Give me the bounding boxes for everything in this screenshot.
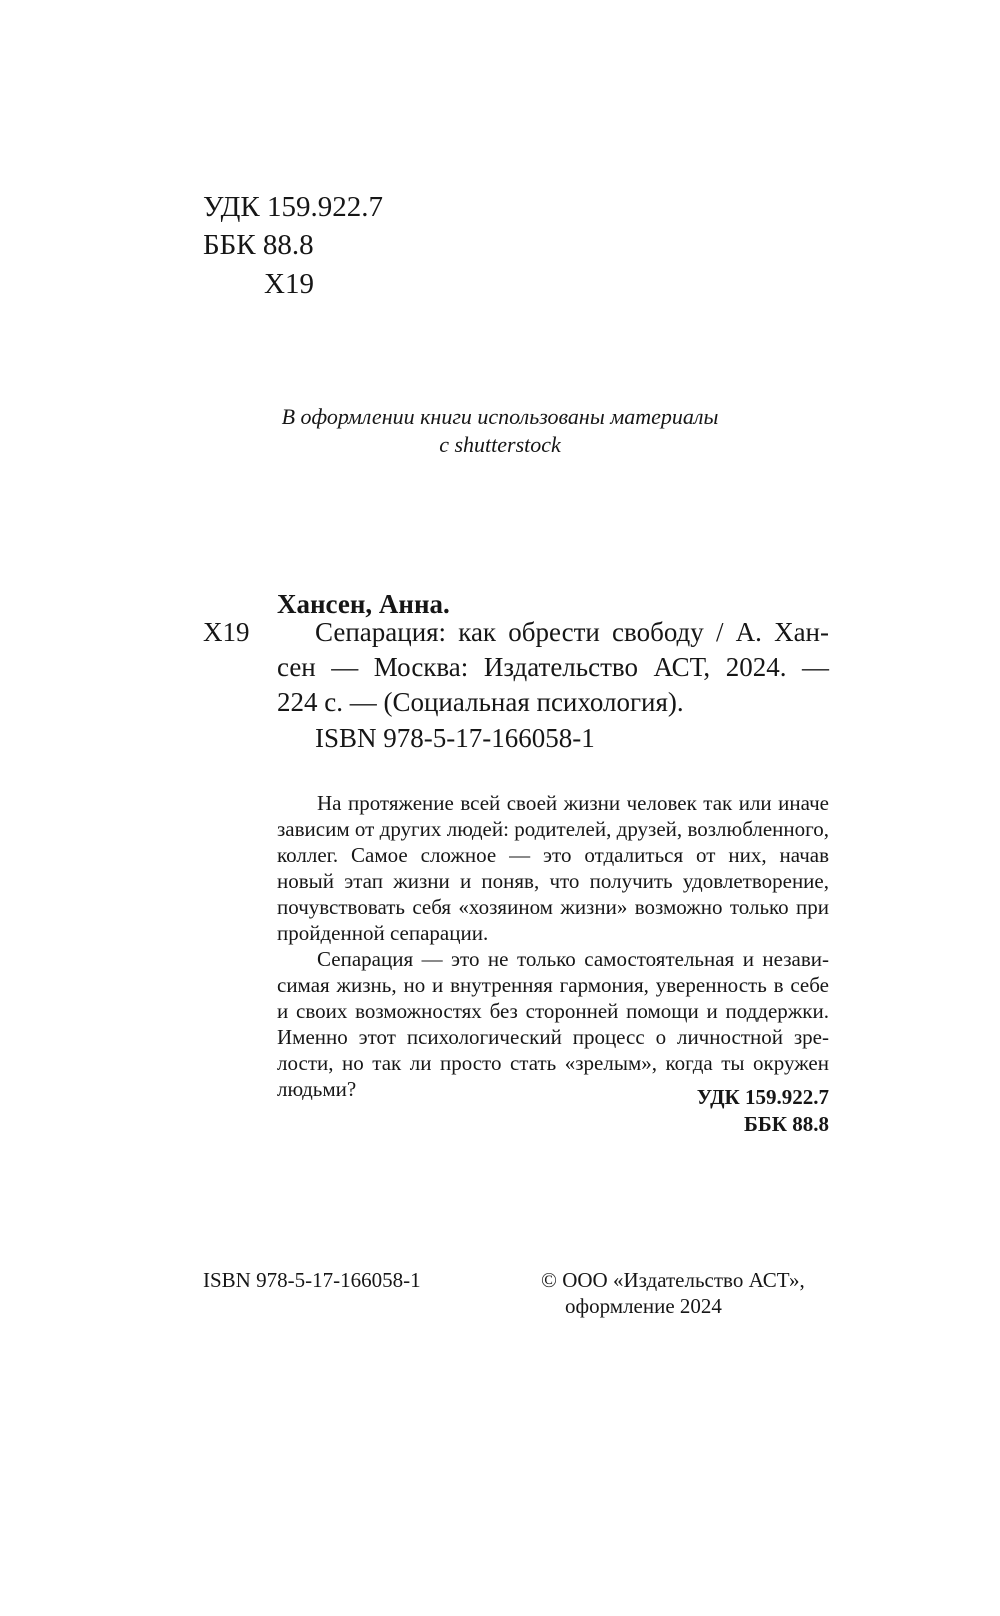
abstract-bbk: ББК 88.8 xyxy=(744,1112,829,1136)
abstract xyxy=(277,790,829,1102)
abstract-paragraph-2: Сепарация — это не только самостоятельная и независимая жизнь, но и внутренняя гармония, уверенность в себе и своих возможностях без сторонней помощи и поддержки. Именно этот психологический процесс о личностной зрелости, но так ли просто стать «зрелым», когда ты окружен людьми? xyxy=(277,947,829,1101)
record-author-mark: Х19 xyxy=(203,617,250,647)
footer-isbn: ISBN 978-5-17-166058-1 xyxy=(203,1268,421,1292)
abstract-udk: УДК 159.922.7 xyxy=(696,1085,829,1109)
record-author: Хансен, Анна. xyxy=(277,589,450,619)
copyright-line-2: оформление 2024 xyxy=(565,1294,722,1318)
bbk-code: ББК 88.8 xyxy=(203,229,314,261)
credit-line-1: В оформлении книги использованы материалы xyxy=(281,404,719,429)
credit-line-2: с shutterstock xyxy=(439,432,561,457)
abstract-paragraph-1: На протяжение всей своей жизни человек так или иначе зависим от других людей: родителей, друзей, возлюбленного, коллег. Самое сложное — это отдалиться от них, начав новый этап жизни и поняв, что получить удовлетворение, почувствовать себя «хозяином жизни» возможно только при пройденной сепарации. xyxy=(277,791,829,945)
udk-code: УДК 159.922.7 xyxy=(203,191,383,223)
record-title-line-2: сен — Москва: Издательство АСТ, 2024. — xyxy=(277,652,829,682)
copyright-line-1: © ООО «Издательство АСТ», xyxy=(541,1268,805,1292)
record-title-line-1: Сепарация: как обрести свободу / А. Хан- xyxy=(315,617,829,647)
author-mark: Х19 xyxy=(264,268,314,300)
record-isbn: ISBN 978-5-17-166058-1 xyxy=(315,723,595,753)
record-title-line-3: 224 с. — (Социальная психология). xyxy=(277,687,684,717)
